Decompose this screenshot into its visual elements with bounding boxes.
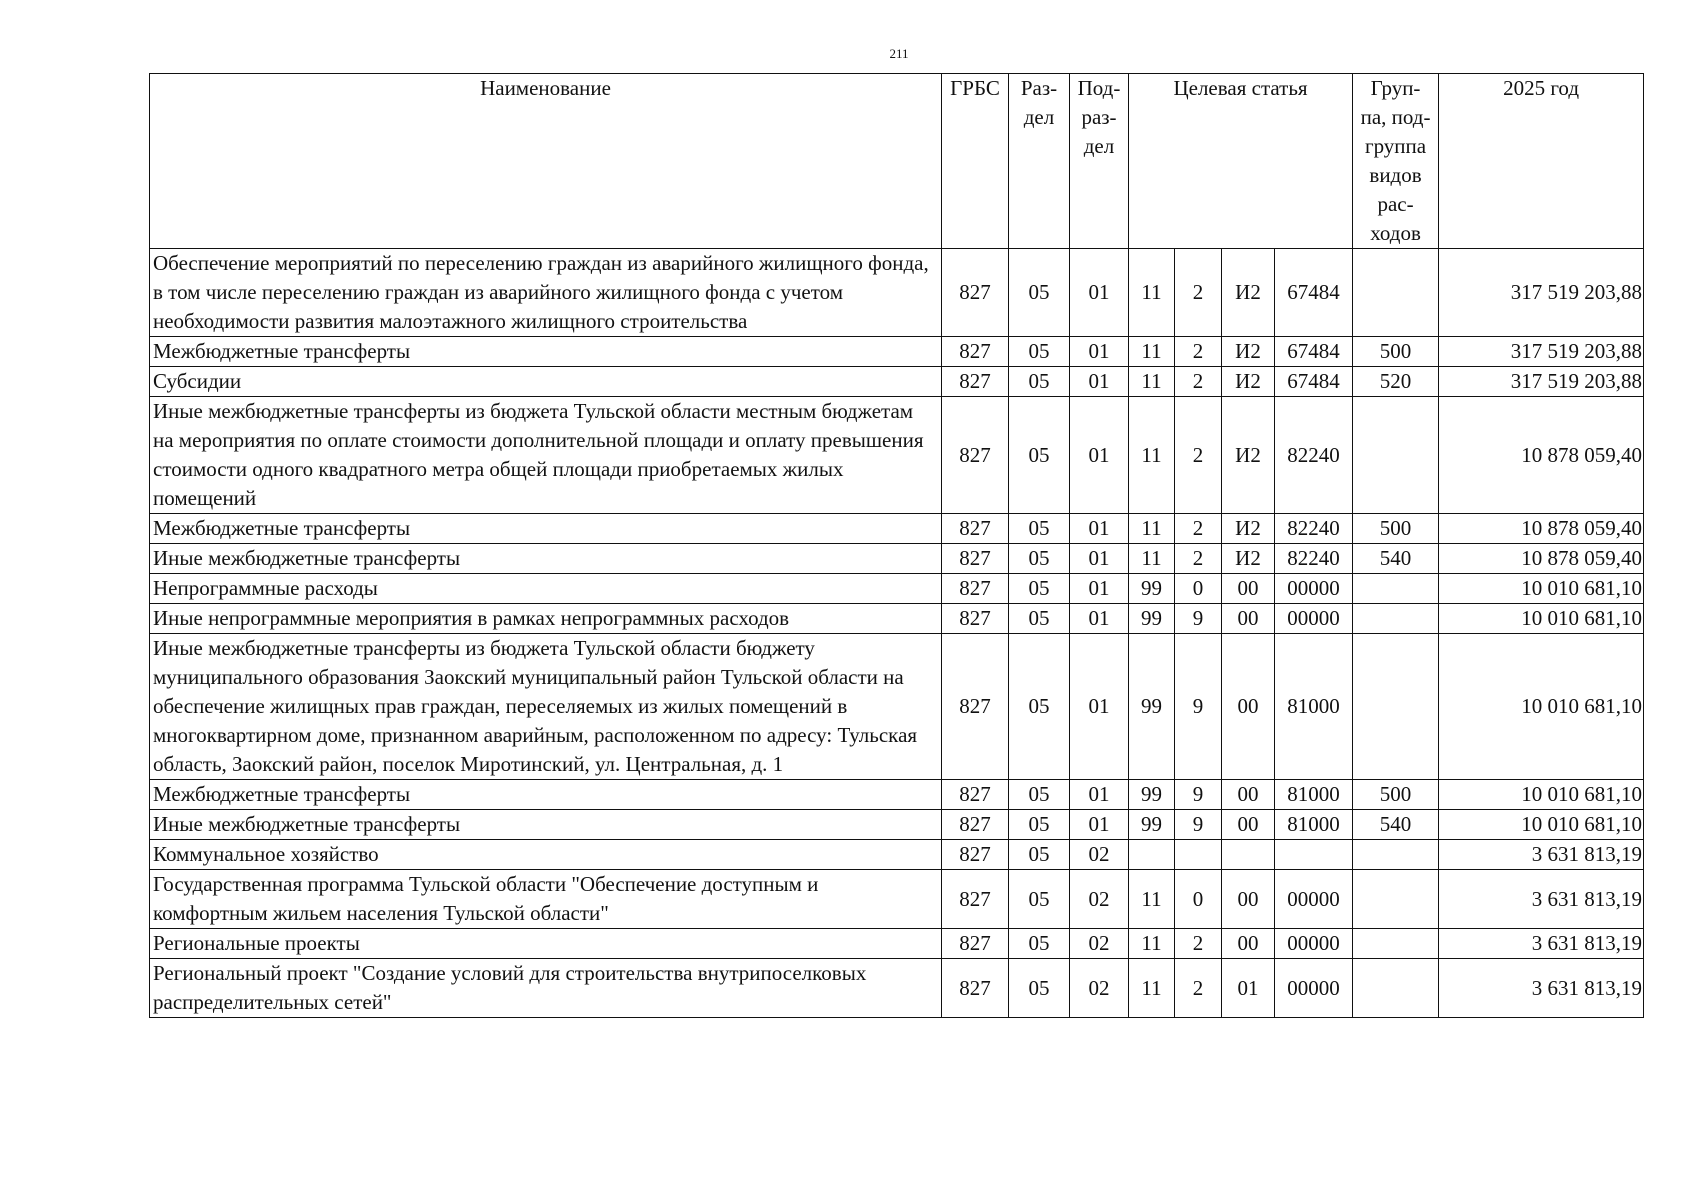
cell-direction: [1275, 840, 1353, 870]
cell-grbs: 827: [942, 249, 1009, 337]
cell-subprogram: 2: [1175, 514, 1222, 544]
table-header-row: [150, 74, 1644, 249]
cell-subprogram: 9: [1175, 810, 1222, 840]
cell-amount: 10 878 059,40: [1439, 514, 1644, 544]
cell-grbs: 827: [942, 544, 1009, 574]
cell-podrazdel: 01: [1070, 544, 1129, 574]
cell-amount: 10 010 681,10: [1439, 810, 1644, 840]
cell-project: И2: [1222, 514, 1275, 544]
cell-project: 00: [1222, 574, 1275, 604]
cell-direction: 00000: [1275, 574, 1353, 604]
cell-podrazdel: 01: [1070, 780, 1129, 810]
cell-vid-rashodov: 540: [1353, 544, 1439, 574]
cell-amount: 10 010 681,10: [1439, 780, 1644, 810]
cell-vid-rashodov: 500: [1353, 514, 1439, 544]
table-row: [150, 574, 1644, 604]
cell-razdel: 05: [1009, 840, 1070, 870]
cell-project: [1222, 840, 1275, 870]
header-year: 2025 год: [1439, 74, 1644, 249]
cell-vid-rashodov: [1353, 959, 1439, 1018]
cell-project: И2: [1222, 367, 1275, 397]
cell-razdel: 05: [1009, 959, 1070, 1018]
cell-podrazdel: 02: [1070, 840, 1129, 870]
cell-program: 11: [1129, 249, 1175, 337]
cell-subprogram: 2: [1175, 929, 1222, 959]
cell-name: Иные межбюджетные трансферты из бюджета Тульской области бюджету муниципального образования Заокский муниципальный район Тульской области на обеспечение жилищных прав граждан, переселяемых из жилых помещений в многоквартирном доме, признанном аварийным, расположенном по адресу: Тульская область, Заокский район, поселок Миротинский, ул. Центральная, д. 1: [150, 634, 942, 780]
cell-project: И2: [1222, 337, 1275, 367]
cell-name: Иные межбюджетные трансферты: [150, 544, 942, 574]
cell-vid-rashodov: 540: [1353, 810, 1439, 840]
cell-razdel: 05: [1009, 929, 1070, 959]
table-row: [150, 810, 1644, 840]
cell-razdel: 05: [1009, 634, 1070, 780]
cell-name: Субсидии: [150, 367, 942, 397]
cell-amount: 10 010 681,10: [1439, 634, 1644, 780]
table-row: [150, 929, 1644, 959]
cell-name: Иные межбюджетные трансферты: [150, 810, 942, 840]
cell-program: 11: [1129, 959, 1175, 1018]
cell-name: Иные непрограммные мероприятия в рамках непрограммных расходов: [150, 604, 942, 634]
table-body: [150, 249, 1644, 1018]
cell-razdel: 05: [1009, 337, 1070, 367]
cell-direction: 82240: [1275, 397, 1353, 514]
cell-subprogram: 2: [1175, 397, 1222, 514]
header-celevaya-statya: Целевая статья: [1129, 74, 1353, 249]
cell-direction: 67484: [1275, 367, 1353, 397]
cell-name: Межбюджетные трансферты: [150, 514, 942, 544]
cell-direction: 82240: [1275, 544, 1353, 574]
cell-grbs: 827: [942, 870, 1009, 929]
cell-razdel: 05: [1009, 249, 1070, 337]
cell-podrazdel: 01: [1070, 397, 1129, 514]
cell-grbs: 827: [942, 634, 1009, 780]
cell-subprogram: 9: [1175, 634, 1222, 780]
cell-program: 99: [1129, 810, 1175, 840]
cell-podrazdel: 01: [1070, 367, 1129, 397]
cell-program: 11: [1129, 544, 1175, 574]
cell-name: Коммунальное хозяйство: [150, 840, 942, 870]
cell-podrazdel: 01: [1070, 249, 1129, 337]
cell-program: 11: [1129, 870, 1175, 929]
cell-amount: 10 878 059,40: [1439, 544, 1644, 574]
cell-razdel: 05: [1009, 780, 1070, 810]
cell-name: Иные межбюджетные трансферты из бюджета Тульской области местным бюджетам на мероприятия по оплате стоимости дополнительной площади и оплату превышения стоимости одного квадратного метра общей площади приобретаемых жилых помещений: [150, 397, 942, 514]
page-number: 211: [889, 46, 909, 61]
cell-grbs: 827: [942, 929, 1009, 959]
cell-name: Межбюджетные трансферты: [150, 337, 942, 367]
cell-subprogram: 2: [1175, 544, 1222, 574]
cell-direction: 67484: [1275, 337, 1353, 367]
cell-subprogram: 2: [1175, 337, 1222, 367]
cell-direction: 00000: [1275, 929, 1353, 959]
cell-podrazdel: 01: [1070, 604, 1129, 634]
cell-razdel: 05: [1009, 367, 1070, 397]
cell-amount: 3 631 813,19: [1439, 959, 1644, 1018]
cell-podrazdel: 02: [1070, 959, 1129, 1018]
header-vid-rashodov: Груп- па, под- группа видов рас- ходов: [1353, 74, 1439, 249]
table-row: [150, 514, 1644, 544]
cell-project: И2: [1222, 249, 1275, 337]
cell-program: [1129, 840, 1175, 870]
cell-vid-rashodov: [1353, 840, 1439, 870]
cell-program: 99: [1129, 634, 1175, 780]
header-grbs: ГРБС: [942, 74, 1009, 249]
cell-subprogram: 0: [1175, 870, 1222, 929]
cell-vid-rashodov: [1353, 397, 1439, 514]
cell-direction: 00000: [1275, 604, 1353, 634]
cell-direction: 00000: [1275, 870, 1353, 929]
cell-amount: 317 519 203,88: [1439, 367, 1644, 397]
header-podrazdel: Под- раз- дел: [1070, 74, 1129, 249]
cell-name: Непрограммные расходы: [150, 574, 942, 604]
table-row: [150, 367, 1644, 397]
table-row: [150, 397, 1644, 514]
cell-grbs: 827: [942, 367, 1009, 397]
cell-project: 00: [1222, 929, 1275, 959]
cell-program: 11: [1129, 337, 1175, 367]
cell-name: Государственная программа Тульской области "Обеспечение доступным и комфортным жильем населения Тульской области": [150, 870, 942, 929]
cell-subprogram: 9: [1175, 604, 1222, 634]
cell-project: И2: [1222, 544, 1275, 574]
cell-podrazdel: 02: [1070, 870, 1129, 929]
table-row: [150, 959, 1644, 1018]
cell-grbs: 827: [942, 397, 1009, 514]
cell-razdel: 05: [1009, 574, 1070, 604]
cell-vid-rashodov: [1353, 249, 1439, 337]
cell-razdel: 05: [1009, 544, 1070, 574]
cell-podrazdel: 01: [1070, 810, 1129, 840]
cell-amount: 10 010 681,10: [1439, 604, 1644, 634]
cell-subprogram: 9: [1175, 780, 1222, 810]
cell-vid-rashodov: [1353, 574, 1439, 604]
cell-amount: 3 631 813,19: [1439, 840, 1644, 870]
cell-name: Межбюджетные трансферты: [150, 780, 942, 810]
cell-vid-rashodov: [1353, 634, 1439, 780]
cell-grbs: 827: [942, 840, 1009, 870]
cell-subprogram: 0: [1175, 574, 1222, 604]
cell-project: 00: [1222, 604, 1275, 634]
cell-podrazdel: 02: [1070, 929, 1129, 959]
cell-subprogram: [1175, 840, 1222, 870]
cell-vid-rashodov: 500: [1353, 780, 1439, 810]
header-razdel: Раз- дел: [1009, 74, 1070, 249]
cell-direction: 67484: [1275, 249, 1353, 337]
cell-vid-rashodov: [1353, 870, 1439, 929]
cell-project: 00: [1222, 810, 1275, 840]
cell-program: 99: [1129, 780, 1175, 810]
cell-direction: 00000: [1275, 959, 1353, 1018]
cell-vid-rashodov: 520: [1353, 367, 1439, 397]
cell-name: Региональный проект "Создание условий для строительства внутрипоселковых распределительных сетей": [150, 959, 942, 1018]
cell-direction: 81000: [1275, 780, 1353, 810]
cell-program: 11: [1129, 514, 1175, 544]
cell-direction: 81000: [1275, 634, 1353, 780]
cell-grbs: 827: [942, 810, 1009, 840]
cell-name: Региональные проекты: [150, 929, 942, 959]
cell-razdel: 05: [1009, 604, 1070, 634]
cell-grbs: 827: [942, 604, 1009, 634]
cell-project: 00: [1222, 634, 1275, 780]
table-row: [150, 634, 1644, 780]
cell-project: 01: [1222, 959, 1275, 1018]
cell-direction: 82240: [1275, 514, 1353, 544]
cell-name: Обеспечение мероприятий по переселению граждан из аварийного жилищного фонда, в том числе переселению граждан из аварийного жилищного фонда с учетом необходимости развития малоэтажного жилищного строительства: [150, 249, 942, 337]
cell-program: 99: [1129, 604, 1175, 634]
cell-podrazdel: 01: [1070, 514, 1129, 544]
cell-vid-rashodov: [1353, 604, 1439, 634]
cell-grbs: 827: [942, 337, 1009, 367]
cell-project: 00: [1222, 780, 1275, 810]
cell-amount: 3 631 813,19: [1439, 929, 1644, 959]
cell-podrazdel: 01: [1070, 337, 1129, 367]
table-row: [150, 780, 1644, 810]
cell-grbs: 827: [942, 780, 1009, 810]
cell-program: 11: [1129, 397, 1175, 514]
cell-grbs: 827: [942, 959, 1009, 1018]
cell-grbs: 827: [942, 574, 1009, 604]
cell-podrazdel: 01: [1070, 574, 1129, 604]
cell-amount: 317 519 203,88: [1439, 337, 1644, 367]
cell-program: 99: [1129, 574, 1175, 604]
cell-amount: 3 631 813,19: [1439, 870, 1644, 929]
table-row: [150, 604, 1644, 634]
cell-subprogram: 2: [1175, 959, 1222, 1018]
cell-amount: 10 878 059,40: [1439, 397, 1644, 514]
cell-razdel: 05: [1009, 397, 1070, 514]
cell-subprogram: 2: [1175, 367, 1222, 397]
cell-razdel: 05: [1009, 870, 1070, 929]
table-row: [150, 544, 1644, 574]
budget-table: [149, 73, 1644, 1018]
cell-amount: 317 519 203,88: [1439, 249, 1644, 337]
table-row: [150, 840, 1644, 870]
table-row: [150, 337, 1644, 367]
cell-subprogram: 2: [1175, 249, 1222, 337]
cell-amount: 10 010 681,10: [1439, 574, 1644, 604]
cell-grbs: 827: [942, 514, 1009, 544]
table-row: [150, 249, 1644, 337]
cell-direction: 81000: [1275, 810, 1353, 840]
cell-vid-rashodov: 500: [1353, 337, 1439, 367]
cell-podrazdel: 01: [1070, 634, 1129, 780]
cell-razdel: 05: [1009, 514, 1070, 544]
table-row: [150, 870, 1644, 929]
cell-vid-rashodov: [1353, 929, 1439, 959]
cell-project: И2: [1222, 397, 1275, 514]
cell-program: 11: [1129, 367, 1175, 397]
header-name: Наименование: [150, 74, 942, 249]
cell-razdel: 05: [1009, 810, 1070, 840]
cell-project: 00: [1222, 870, 1275, 929]
cell-program: 11: [1129, 929, 1175, 959]
